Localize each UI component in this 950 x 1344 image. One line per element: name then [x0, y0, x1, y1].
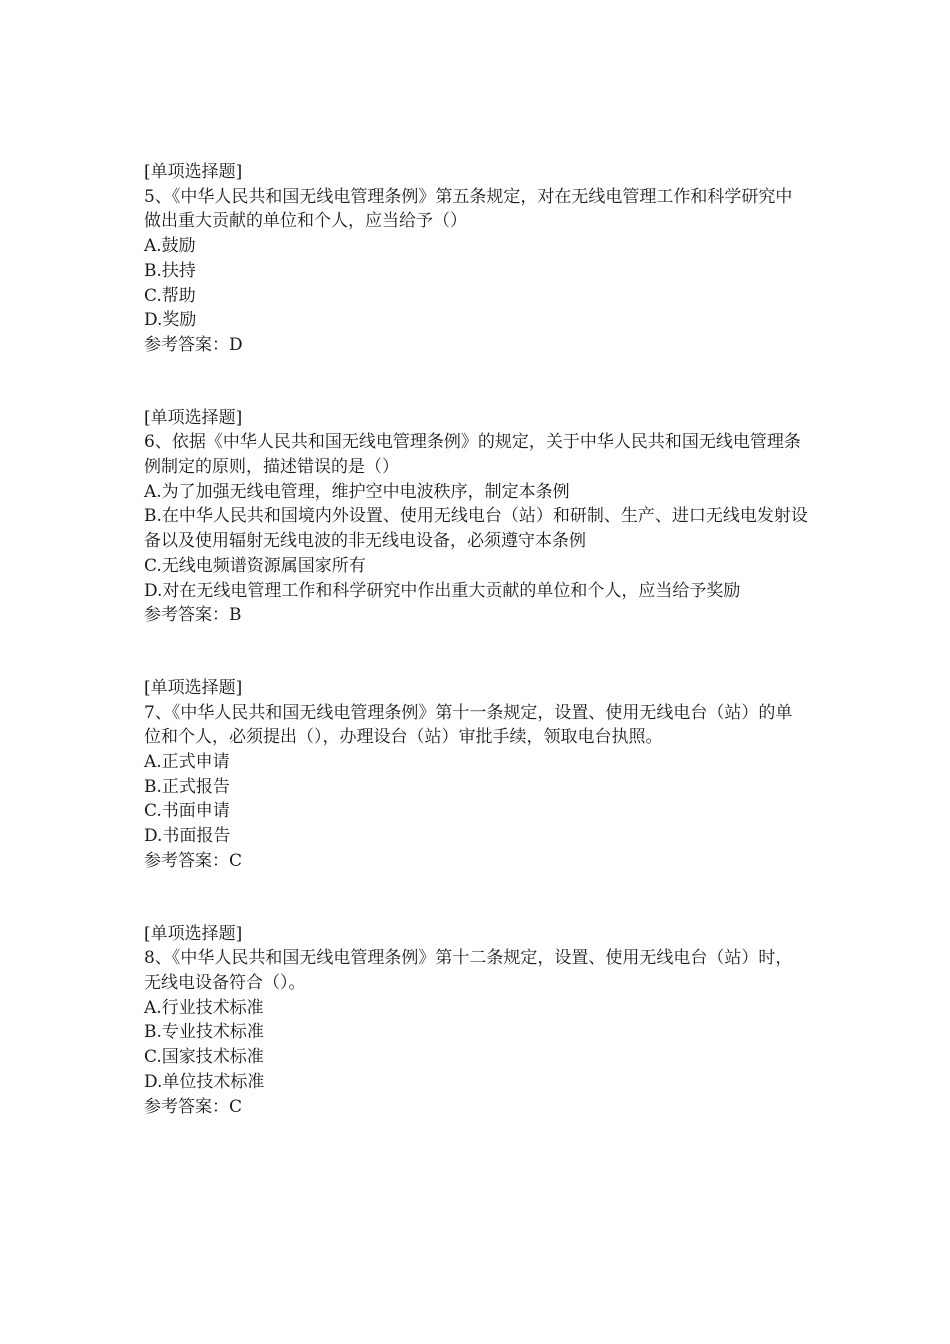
option-a: A.行业技术标准 [144, 997, 264, 1018]
option-d: D.对在无线电管理工作和科学研究中作出重大贡献的单位和个人，应当给予奖励 [144, 580, 741, 601]
option-c: C.国家技术标准 [144, 1047, 264, 1068]
reference-answer: 参考答案：D [144, 334, 243, 355]
option-c: C.帮助 [144, 285, 196, 306]
option-d: D.书面报告 [144, 826, 231, 847]
option-b: B.在中华人民共和国境内外设置、使用无线电台（站）和研制、生产、进口无线电发射设备以及使用辐射无线电波的非无线电设备，必须遵守本条例 [144, 506, 808, 552]
question-type: [单项选择题] [144, 407, 243, 428]
question-stem: 6、依据《中华人民共和国无线电管理条例》的规定，关于中华人民共和国无线电管理条例制定的原则，描述错误的是（） [144, 432, 801, 478]
option-d: D.奖励 [144, 310, 197, 331]
option-d: D.单位技术标准 [144, 1071, 265, 1092]
question-block [144, 922, 809, 1120]
question-type: [单项选择题] [144, 923, 243, 944]
option-b: B.正式报告 [144, 776, 230, 797]
question-block [144, 676, 809, 874]
option-b: B.专业技术标准 [144, 1022, 264, 1043]
reference-answer: 参考答案：B [144, 605, 242, 626]
option-a: A.为了加强无线电管理，维护空中电波秩序，制定本条例 [144, 481, 570, 502]
reference-answer: 参考答案：C [144, 1096, 243, 1117]
option-c: C.书面申请 [144, 801, 230, 822]
question-stem: 5、《中华人民共和国无线电管理条例》第五条规定，对在无线电管理工作和科学研究中做出重大贡献的单位和个人，应当给予（） [144, 186, 793, 232]
question-type: [单项选择题] [144, 677, 243, 698]
question-block [144, 160, 809, 358]
option-b: B.扶持 [144, 260, 196, 281]
document-page [144, 160, 809, 1167]
question-type: [单项选择题] [144, 162, 243, 182]
question-block [144, 406, 809, 628]
option-c: C.无线电频谱资源属国家所有 [144, 555, 366, 576]
question-stem: 8、《中华人民共和国无线电管理条例》第十二条规定，设置、使用无线电台（站）时，无线电设备符合（）。 [144, 948, 793, 993]
reference-answer: 参考答案：C [144, 850, 243, 871]
option-a: A.正式申请 [144, 752, 230, 773]
option-a: A.鼓励 [144, 236, 196, 257]
question-stem: 7、《中华人民共和国无线电管理条例》第十一条规定，设置、使用无线电台（站）的单位和个人，必须提出（），办理设台（站）审批手续，领取电台执照。 [144, 702, 793, 748]
